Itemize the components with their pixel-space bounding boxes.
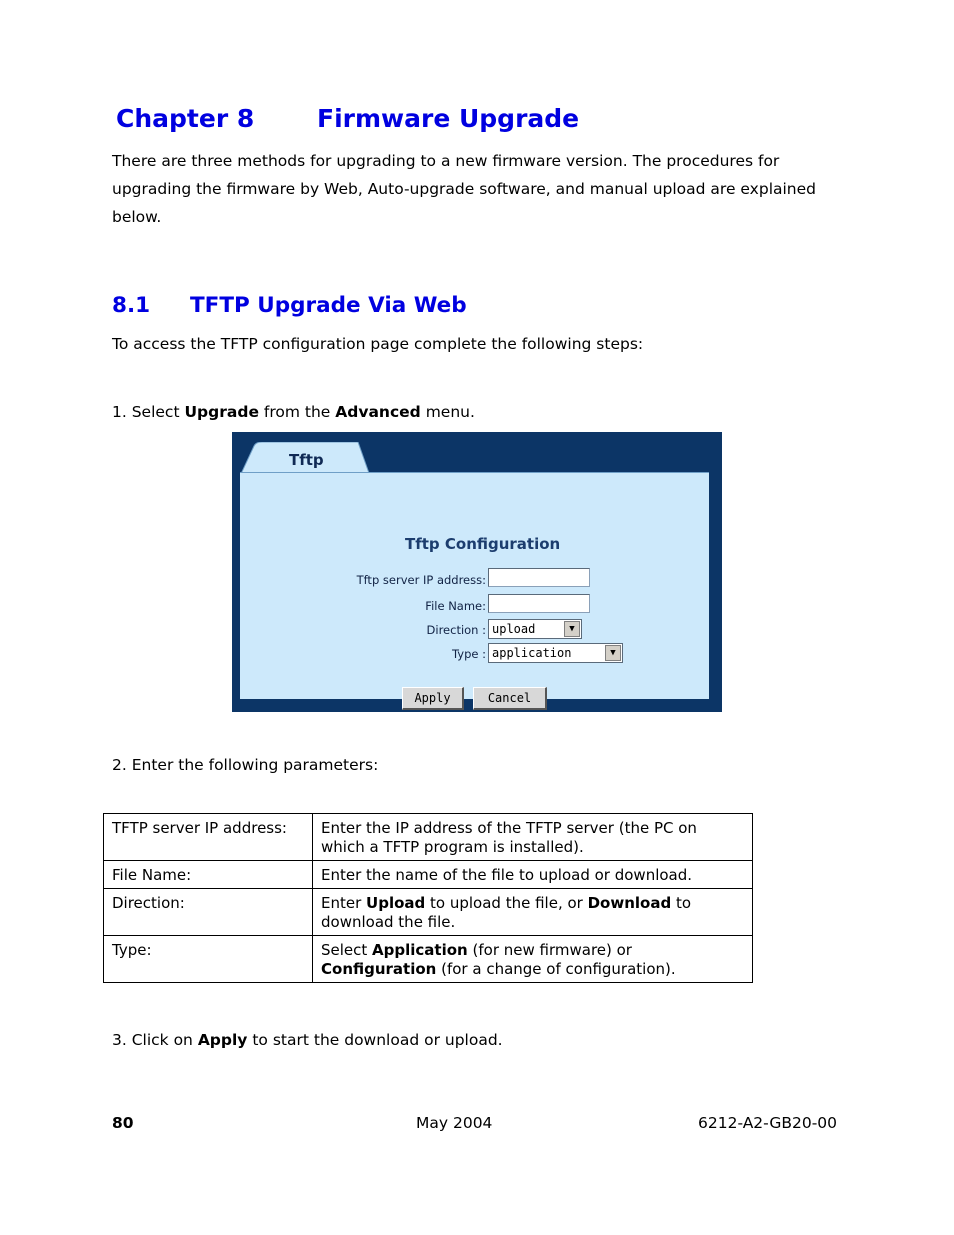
- apply-button[interactable]: Apply: [402, 687, 464, 710]
- table-row: [104, 861, 753, 889]
- direction-select[interactable]: [488, 619, 582, 639]
- section-intro: To access the TFTP configuration page complete the following steps:: [112, 335, 644, 353]
- chevron-down-icon[interactable]: ▼: [564, 621, 580, 637]
- param-desc: [313, 889, 753, 936]
- table-row: [104, 936, 753, 983]
- parameter-table: [103, 813, 753, 983]
- section-heading: [112, 293, 467, 318]
- desc-bold: Download: [587, 894, 672, 912]
- config-title: Tftp Configuration: [405, 535, 561, 553]
- type-select[interactable]: [488, 643, 623, 663]
- server-ip-label: Tftp server IP address:: [356, 573, 486, 587]
- direction-label: Direction :: [426, 623, 486, 637]
- intro-paragraph: There are three methods for upgrading to a new firmware version. The procedures for upgrading the firmware by Web, Auto-upgrade software, and manual upload are explained below.: [112, 152, 817, 226]
- page-number: 80: [112, 1114, 134, 1132]
- desc-bold: Application: [372, 941, 468, 959]
- direction-value: upload: [492, 622, 536, 636]
- step-1-advanced: Advanced: [335, 403, 421, 421]
- type-value: application: [492, 646, 572, 660]
- desc-text: (for new firmware) or: [467, 941, 632, 959]
- param-desc: Enter the IP address of the TFTP server (the PC on which a TFTP program is installed).: [313, 814, 753, 861]
- step-1-text: menu.: [420, 403, 475, 421]
- param-name: File Name:: [104, 861, 313, 889]
- section-title: TFTP Upgrade Via Web: [190, 293, 467, 318]
- cancel-button[interactable]: Cancel: [473, 687, 547, 710]
- step-2: 2. Enter the following parameters:: [112, 756, 379, 774]
- tftp-screenshot: [232, 432, 722, 712]
- step-1-upgrade: Upgrade: [184, 403, 259, 421]
- step-3-text: to start the download or upload.: [247, 1031, 503, 1049]
- step-1-text: from the: [258, 403, 336, 421]
- chapter-heading: [116, 104, 580, 133]
- step-3: [112, 1026, 503, 1054]
- desc-bold: Configuration: [321, 960, 437, 978]
- chapter-title: Firmware Upgrade: [317, 104, 580, 133]
- param-name: Direction:: [104, 889, 313, 936]
- step-1-text: 1. Select: [112, 403, 185, 421]
- config-panel: [240, 472, 709, 705]
- param-desc: Enter the name of the file to upload or download.: [313, 861, 753, 889]
- param-name: TFTP server IP address:: [104, 814, 313, 861]
- type-label: Type :: [452, 647, 486, 661]
- server-ip-input[interactable]: [488, 568, 590, 587]
- desc-text: Select: [321, 941, 373, 959]
- desc-text: to upload the file, or: [425, 894, 588, 912]
- tftp-tab: [240, 442, 360, 474]
- step-3-text: 3. Click on: [112, 1031, 198, 1049]
- file-name-label: File Name:: [425, 599, 486, 613]
- param-name: Type:: [104, 936, 313, 983]
- footer-date: May 2004: [416, 1114, 493, 1132]
- file-name-input[interactable]: [488, 594, 590, 613]
- desc-bold: Upload: [366, 894, 426, 912]
- param-desc: [313, 936, 753, 983]
- table-row: [104, 814, 753, 861]
- step-3-apply: Apply: [197, 1031, 248, 1049]
- table-row: [104, 889, 753, 936]
- desc-text: Enter: [321, 894, 367, 912]
- desc-text: to download the file.: [321, 894, 692, 931]
- chevron-down-icon[interactable]: ▼: [605, 645, 621, 661]
- section-number: 8.1: [112, 293, 151, 318]
- step-1: [112, 398, 475, 426]
- chapter-number: Chapter 8: [116, 104, 255, 133]
- desc-text: (for a change of configuration).: [436, 960, 676, 978]
- footer-doc-id: 6212-A2-GB20-00: [698, 1114, 838, 1132]
- tab-label: Tftp: [289, 451, 324, 469]
